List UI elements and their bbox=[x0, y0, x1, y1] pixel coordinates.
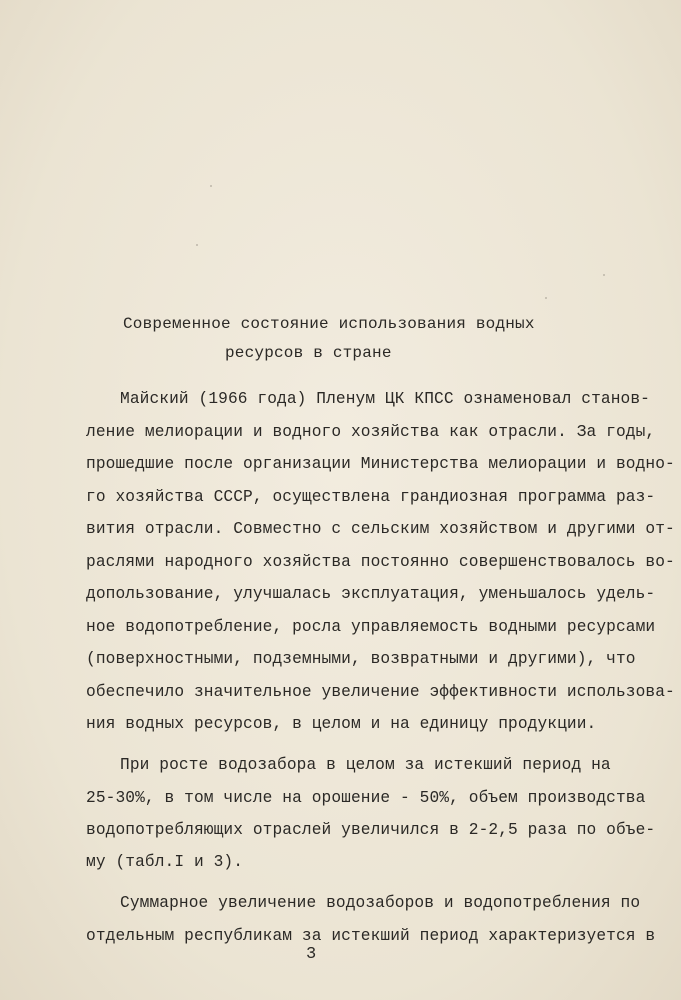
text-line: прошедшие после организации Министерства мелиорации и водно- bbox=[86, 455, 675, 473]
title-line: Современное состояние использования водных bbox=[123, 315, 535, 333]
text-line: (поверхностными, подземными, возвратными и другими), что bbox=[86, 650, 636, 668]
text-line: му (табл.I и 3). bbox=[86, 853, 244, 871]
paper-speck bbox=[196, 244, 198, 246]
text-line: ление мелиорации и водного хозяйства как отрасли. За годы, bbox=[86, 423, 656, 441]
page-number: 3 bbox=[306, 945, 317, 964]
text-line: При росте водозабора в целом за истекший период на bbox=[120, 756, 611, 774]
text-line: отдельным республикам за истекший период характеризуется в bbox=[86, 927, 656, 945]
title-line: ресурсов в стране bbox=[225, 344, 392, 362]
text-line: Суммарное увеличение водозаборов и водопотребления по bbox=[120, 894, 641, 912]
text-line: вития отрасли. Совместно с сельским хозяйством и другими от- bbox=[86, 520, 675, 538]
text-line: ное водопотребление, росла управляемость водными ресурсами bbox=[86, 618, 656, 636]
paper-speck bbox=[603, 274, 605, 276]
text-line: ния водных ресурсов, в целом и на единицу продукции. bbox=[86, 715, 597, 733]
text-line: Майский (1966 года) Пленум ЦК КПСС ознаменовал станов- bbox=[120, 390, 650, 408]
paper-speck bbox=[210, 185, 212, 187]
text-line: водопотребляющих отраслей увеличился в 2-2,5 раза по объе- bbox=[86, 821, 656, 839]
text-line: раслями народного хозяйства постоянно совершенствовалось во- bbox=[86, 553, 675, 571]
text-line: 25-30%, в том числе на орошение - 50%, объем производства bbox=[86, 789, 646, 807]
text-line: го хозяйства СССР, осуществлена грандиозная программа раз- bbox=[86, 488, 656, 506]
paper-speck bbox=[545, 297, 547, 299]
text-line: обеспечило значительное увеличение эффективности использова- bbox=[86, 683, 675, 701]
text-line: допользование, улучшалась эксплуатация, уменьшалось удель- bbox=[86, 585, 656, 603]
